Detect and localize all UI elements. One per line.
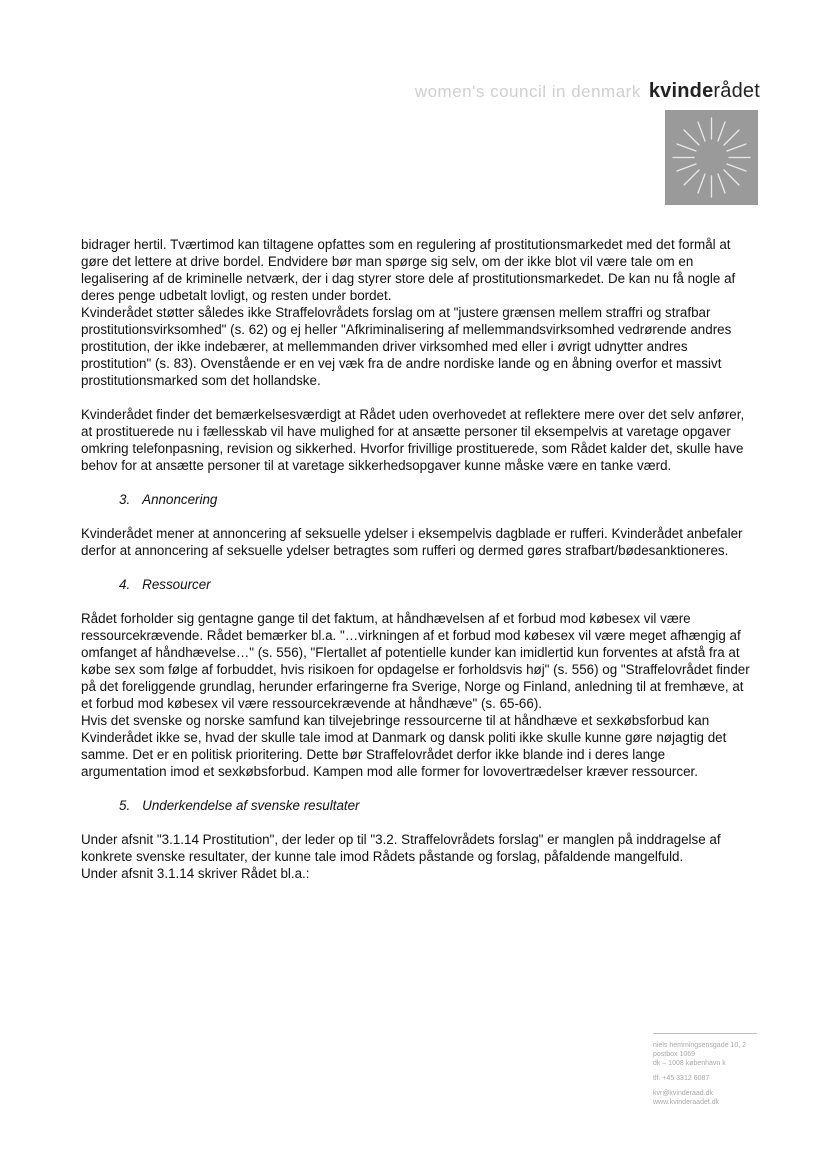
section-title: Annoncering <box>142 492 218 507</box>
section-title: Ressourcer <box>142 577 211 592</box>
footer-address-line: dk – 1008 københavn k <box>653 1060 726 1067</box>
sunburst-icon <box>665 110 758 205</box>
paragraph: Under afsnit 3.1.14 skriver Rådet bl.a.: <box>81 866 310 881</box>
paragraph: Kvinderådet støtter således ikke Straffelovrådets forslag om at "justere grænsen mellem straffri og strafbar prostitutionsvirksomhed" (s. 62) og ej heller "Afkriminalisering af mellemmandsvirksomhed vedrørende andres prostitution, der ikke indebærer, at mellemmanden driver virksomhed med eller i øvrigt udnytter andres prostitution" (s. 83). Ovenstående er en vej væk fra de andre nordiske lande og en åbning overfor et massivt prostitutionsmarked som det hollandske. <box>81 305 732 388</box>
paragraph: Kvinderådet finder det bemærkelsesværdigt at Rådet uden overhovedet at reflektere mere over det selv anfører, at prostituerede nu i fællesskab vil have mulighed for at ansætte personer til eksempelvis at varetage opgaver omkring telefonpasning, revision og sikkerhed. Hvorfor frivillige prostituerede, som Rådet kalder det, skulle have behov for at ansætte personer til at varetage sikkerhedsopgaver kunne måske være en tanke værd. <box>81 407 745 473</box>
section-number: 3. <box>119 492 131 507</box>
paragraph: Under afsnit "3.1.14 Prostitution", der leder op til "3.2. Straffelovrådets forslag" er manglen på inddragelse af konkrete svenske resultater, der kunne tale imod Rådets påstande og forslag, påfaldende mangelfuld. <box>81 832 721 864</box>
section-number: 4. <box>119 577 131 592</box>
logo-sunburst-icon <box>665 110 758 205</box>
section-number: 5. <box>119 798 131 813</box>
paragraph: Hvis det svenske og norske samfund kan tilvejebringe ressourcerne til at håndhæve et sexkøbsforbud kan Kvinderådet ikke se, hvad der skulle tale imod at Danmark og dansk politi ikke skulle kunne gøre nøjagtig det samme. Det er en politisk prioritering. Dette bør Straffelovrådet derfor ikke blande ind i deres lange argumentation imod et sexkøbsforbud. Kampen mod alle former for lovovertrædelser kræver ressourcer. <box>81 713 727 779</box>
section-title: Underkendelse af svenske resultater <box>142 798 360 813</box>
paragraph: bidrager hertil. Tværtimod kan tiltagene opfattes som en regulering af prostitutionsmarkedet med det formål at gøre det lettere at drive bordel. Endvidere bør man spørge sig selv, om der ikke blot vil være tale om en legalisering af de kriminelle netværk, der i dag styrer store dele af prostitutionsmarkedet. De kan nu få nogle af deres penge udbetalt lovligt, og resten under bordet. <box>81 237 736 303</box>
brand-name-strong: kvinde <box>648 80 714 102</box>
brand-name <box>649 80 760 103</box>
paragraph: Rådet forholder sig gentagne gange til det faktum, at håndhævelsen af et forbud mod købesex vil være ressourcekrævende. Rådet bemærker bl.a. "…virkningen af et forbud mod købesex vil være meget afhængig af omfanget af håndhævelse…" (s. 556), "Flertallet af potentielle kunder kan imidlertid kun forventes at afstå fra at købe sex som følge af forbuddet, hvis risikoen for opdagelse er forholdsvis høj" (s. 556) og "Straffelovrådet finder på det foreliggende grundlag, herunder erfaringerne fra Sverige, Norge og Finland, anledning til at fremhæve, at et forbud mod købesex vil være ressourcekrævende at håndhæve" (s. 65-66). <box>81 611 750 711</box>
paragraph: Kvinderådet mener at annoncering af seksuelle ydelser i eksempelvis dagblade er rufferi. Kvinderådet anbefaler derfor at annoncering af seksuelle ydelser betragtes som rufferi og dermed gøres strafbart/bødesanktioneres. <box>81 526 743 558</box>
page-header <box>415 80 760 103</box>
document-body <box>81 236 751 899</box>
section-heading-3 <box>119 491 751 508</box>
section-heading-4 <box>119 576 751 593</box>
footer-divider <box>653 1033 757 1034</box>
header-tagline: women's council in denmark <box>414 82 641 101</box>
footer-email: kvr@kvinderaad.dk <box>653 1090 714 1097</box>
section-heading-5 <box>119 797 751 814</box>
footer-phone: tlf. +45 3312 6087 <box>653 1075 710 1082</box>
footer-address-line: postbox 1069 <box>653 1051 696 1058</box>
page-footer <box>653 1033 763 1107</box>
brand-name-light: rådet <box>713 80 760 102</box>
footer-website: www.kvinderaadet.dk <box>653 1099 720 1106</box>
footer-address-line: niels hemmingsensgade 10, 2 <box>653 1042 747 1049</box>
